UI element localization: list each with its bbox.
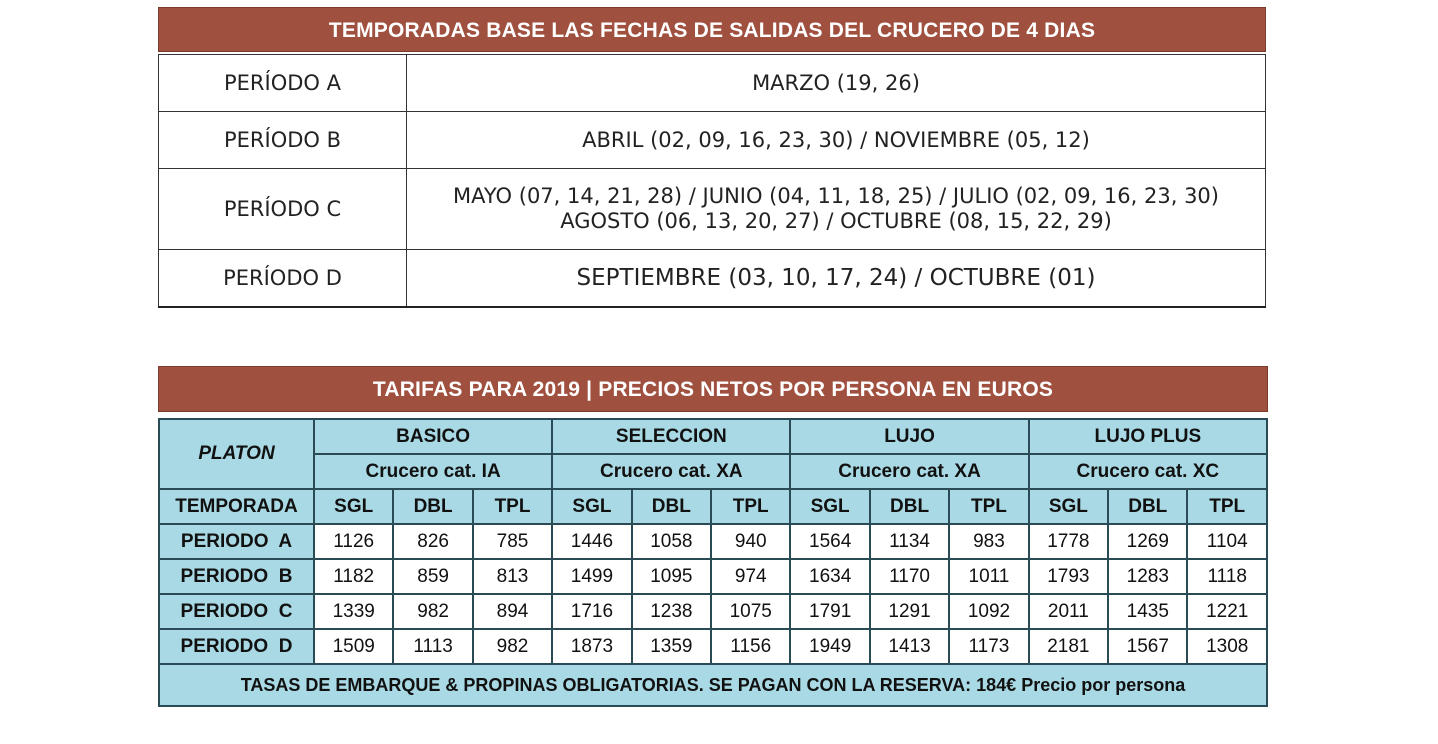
occupancy-header: SGL [1029, 489, 1108, 524]
season-row [159, 55, 1266, 112]
rate-cell: 1634 [790, 559, 869, 594]
rate-rows [159, 524, 1267, 664]
rate-cell: 1238 [632, 594, 711, 629]
season-dates [407, 55, 1266, 112]
rate-cell: 1173 [949, 629, 1028, 664]
rate-cell: 974 [711, 559, 790, 594]
cabin-category: Crucero cat. XC [1029, 454, 1267, 489]
rate-cell: 1058 [632, 524, 711, 559]
rate-row-label: PERIODO C [159, 594, 314, 629]
ship-name: PLATON [159, 419, 314, 489]
rate-row-label: PERIODO D [159, 629, 314, 664]
rate-row-label: PERIODO B [159, 559, 314, 594]
rate-cell: 1564 [790, 524, 869, 559]
season-dates-line: AGOSTO (06, 13, 20, 27) / OCTUBRE (08, 15, 22, 29) [560, 209, 1112, 233]
occupancy-header: TPL [711, 489, 790, 524]
occupancy-header: TPL [949, 489, 1028, 524]
rate-cell: 785 [473, 524, 552, 559]
rate-cell: 1499 [552, 559, 631, 594]
cabin-category: Crucero cat. XA [790, 454, 1028, 489]
season-period: PERÍODO C [159, 169, 407, 250]
rate-cell: 1873 [552, 629, 631, 664]
rate-cell: 1221 [1187, 594, 1267, 629]
cabin-category: Crucero cat. XA [552, 454, 790, 489]
season-column-header: TEMPORADA [159, 489, 314, 524]
season-period: PERÍODO D [159, 250, 407, 308]
rate-cell: 826 [393, 524, 472, 559]
rate-cell: 1339 [314, 594, 393, 629]
season-row [159, 250, 1266, 308]
cabin-header-row [159, 454, 1267, 489]
rate-row [159, 524, 1267, 559]
occupancy-header: DBL [870, 489, 949, 524]
seasons-grid [158, 54, 1266, 308]
rate-cell: 1075 [711, 594, 790, 629]
rate-row-label: PERIODO A [159, 524, 314, 559]
occupancy-header: TPL [1187, 489, 1267, 524]
occupancy-header: DBL [1108, 489, 1187, 524]
rate-cell: 1092 [949, 594, 1028, 629]
rate-cell: 1793 [1029, 559, 1108, 594]
rate-cell: 1104 [1187, 524, 1267, 559]
rate-cell: 982 [473, 629, 552, 664]
rate-cell: 1095 [632, 559, 711, 594]
rates-table [158, 366, 1268, 707]
season-dates [407, 112, 1266, 169]
occupancy-header-row [159, 489, 1267, 524]
occupancy-header: SGL [314, 489, 393, 524]
rate-cell: 1134 [870, 524, 949, 559]
season-dates [407, 169, 1266, 250]
rate-cell: 2011 [1029, 594, 1108, 629]
rate-row [159, 559, 1267, 594]
fees-note: TASAS DE EMBARQUE & PROPINAS OBLIGATORIAS. SE PAGAN CON LA RESERVA: 184€ Precio por persona [159, 664, 1267, 706]
rate-row [159, 594, 1267, 629]
rate-cell: 1291 [870, 594, 949, 629]
rates-table-title: TARIFAS PARA 2019 | PRECIOS NETOS POR PERSONA EN EUROS [158, 366, 1268, 412]
rate-cell: 1170 [870, 559, 949, 594]
rate-cell: 1182 [314, 559, 393, 594]
occupancy-header: DBL [632, 489, 711, 524]
rate-cell: 1716 [552, 594, 631, 629]
rate-cell: 1308 [1187, 629, 1267, 664]
rate-cell: 1113 [393, 629, 472, 664]
category-name: LUJO PLUS [1029, 419, 1267, 454]
cabin-category: Crucero cat. IA [314, 454, 552, 489]
season-dates-line: ABRIL (02, 09, 16, 23, 30) / NOVIEMBRE (05, 12) [582, 128, 1090, 152]
season-dates [407, 250, 1266, 308]
seasons-table-title: TEMPORADAS BASE LAS FECHAS DE SALIDAS DEL CRUCERO DE 4 DIAS [158, 7, 1266, 52]
rate-cell: 983 [949, 524, 1028, 559]
rate-cell: 1949 [790, 629, 869, 664]
rate-cell: 1791 [790, 594, 869, 629]
occupancy-header: TPL [473, 489, 552, 524]
rate-cell: 1156 [711, 629, 790, 664]
rate-cell: 940 [711, 524, 790, 559]
season-dates-line: SEPTIEMBRE (03, 10, 17, 24) / OCTUBRE (01) [576, 265, 1096, 291]
rate-cell: 1118 [1187, 559, 1267, 594]
rate-cell: 982 [393, 594, 472, 629]
category-name: LUJO [790, 419, 1028, 454]
rate-cell: 894 [473, 594, 552, 629]
occupancy-header: SGL [552, 489, 631, 524]
season-period: PERÍODO A [159, 55, 407, 112]
season-dates-line: MARZO (19, 26) [752, 71, 920, 95]
rates-grid [158, 418, 1268, 707]
rate-cell: 1446 [552, 524, 631, 559]
season-dates-line: MAYO (07, 14, 21, 28) / JUNIO (04, 11, 18, 25) / JULIO (02, 09, 16, 23, 30) [453, 184, 1219, 208]
rate-cell: 1509 [314, 629, 393, 664]
rate-cell: 1435 [1108, 594, 1187, 629]
rate-row [159, 629, 1267, 664]
category-header-row [159, 419, 1267, 454]
rate-cell: 1011 [949, 559, 1028, 594]
rate-cell: 859 [393, 559, 472, 594]
occupancy-header: SGL [790, 489, 869, 524]
rate-cell: 1413 [870, 629, 949, 664]
rate-cell: 1269 [1108, 524, 1187, 559]
rate-cell: 813 [473, 559, 552, 594]
occupancy-header: DBL [393, 489, 472, 524]
footer-row [159, 664, 1267, 706]
season-period: PERÍODO B [159, 112, 407, 169]
category-name: SELECCION [552, 419, 790, 454]
rate-cell: 1283 [1108, 559, 1187, 594]
rate-cell: 1126 [314, 524, 393, 559]
rate-cell: 2181 [1029, 629, 1108, 664]
season-row [159, 112, 1266, 169]
seasons-table [158, 7, 1266, 308]
rate-cell: 1778 [1029, 524, 1108, 559]
rate-cell: 1567 [1108, 629, 1187, 664]
category-name: BASICO [314, 419, 552, 454]
season-row [159, 169, 1266, 250]
rate-cell: 1359 [632, 629, 711, 664]
